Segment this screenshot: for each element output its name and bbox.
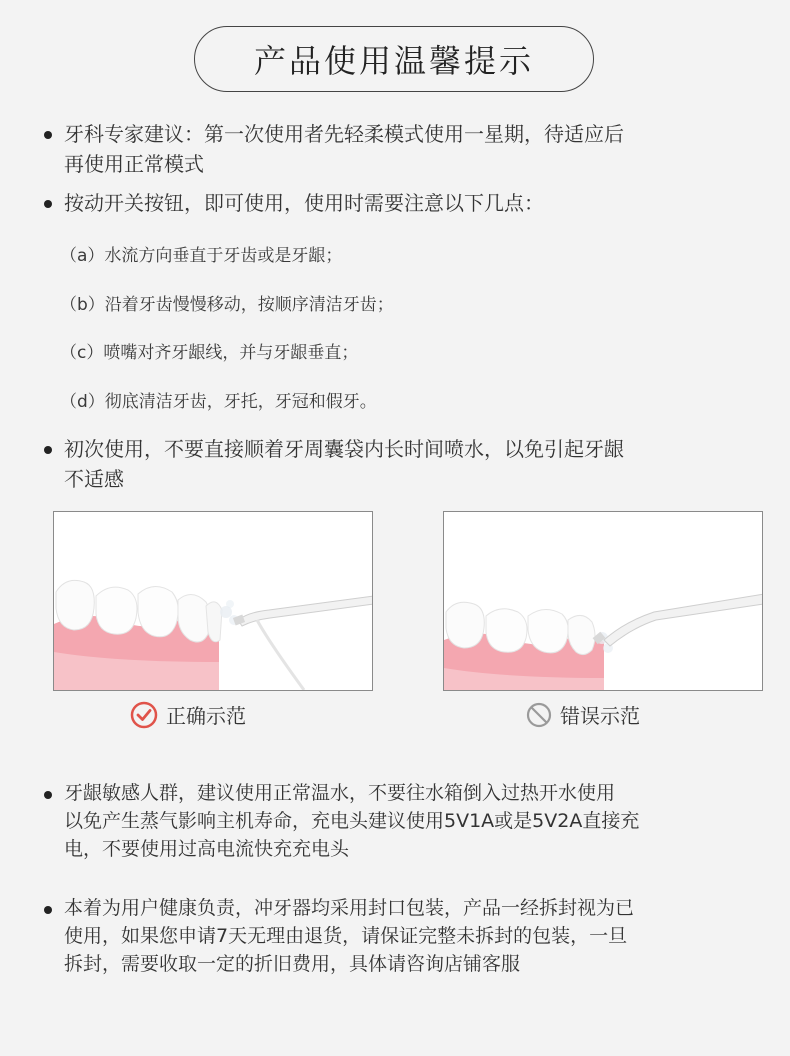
- usage-point-b: （b）沿着牙齿慢慢移动，按顺序清洁牙齿；: [60, 295, 394, 315]
- tip-line: 拆封，需要收取一定的折旧费用，具体请咨询店铺客服: [64, 953, 521, 975]
- page-title: 产品使用温馨提示: [194, 26, 594, 92]
- wrong-example-label: 错误示范: [560, 704, 640, 728]
- tip-line: 使用，如果您申请7天无理由退货，请保证完整未拆封的包装，一旦: [64, 925, 628, 947]
- tip-line: 本着为用户健康负责，冲牙器均采用封口包装，产品一经拆封视为已: [64, 897, 635, 919]
- tip-line: 不适感: [64, 467, 124, 491]
- tip-return-policy: [44, 894, 634, 978]
- correct-example-label: 正确示范: [166, 704, 246, 728]
- wrong-example-caption: [526, 700, 640, 729]
- tip-usage: [44, 188, 544, 218]
- tip-line: 按动开关按钮，即可使用，使用时需要注意以下几点：: [64, 191, 544, 215]
- bullet-dot: [44, 131, 52, 139]
- bullet-dot: [44, 906, 52, 914]
- correct-example-caption: [130, 700, 246, 729]
- tip-line: 电，不要使用过高电流快充充电头: [64, 838, 350, 860]
- tip-line: 以免产生蒸气影响主机寿命，充电头建议使用5V1A或是5V2A直接充: [64, 810, 640, 832]
- correct-example-image: [53, 511, 373, 691]
- tip-first-use: [44, 434, 624, 494]
- prohibited-icon: [526, 702, 552, 728]
- wrong-example-image: [443, 511, 763, 691]
- tip-line: 再使用正常模式: [64, 152, 204, 176]
- usage-point-d: （d）彻底清洁牙齿，牙托，牙冠和假牙。: [60, 392, 377, 412]
- usage-point-a: （a）水流方向垂直于牙齿或是牙龈；: [60, 246, 343, 266]
- bullet-dot: [44, 791, 52, 799]
- check-circle-icon: [130, 701, 158, 729]
- tip-line: 初次使用，不要直接顺着牙周囊袋内长时间喷水，以免引起牙龈: [64, 437, 624, 461]
- tip-line: 牙龈敏感人群，建议使用正常温水，不要往水箱倒入过热开水使用: [64, 782, 616, 804]
- tip-sensitive-gums: [44, 779, 639, 863]
- bullet-dot: [44, 200, 52, 208]
- tip-expert-advice: [44, 119, 624, 179]
- tip-line: 牙科专家建议：第一次使用者先轻柔模式使用一星期，待适应后: [64, 122, 624, 146]
- bullet-dot: [44, 446, 52, 454]
- usage-point-c: （c）喷嘴对齐牙龈线，并与牙龈垂直；: [60, 343, 359, 363]
